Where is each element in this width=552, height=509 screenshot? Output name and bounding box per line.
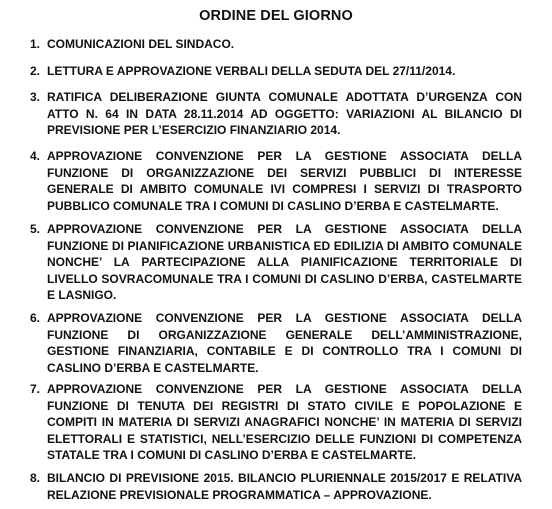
agenda-item-number: 7. — [30, 382, 41, 396]
agenda-item — [30, 89, 522, 139]
agenda-item — [30, 36, 522, 53]
agenda-item-number: 5. — [30, 222, 41, 236]
agenda-item-text: RATIFICA DELIBERAZIONE GIUNTA COMUNALE ADOTTATA D’URGENZA CON ATTO N. 64 IN DATA 28.11.2014 AD OGGETTO: VARIAZIONI AL BILANCIO DI PREVISIONE PER L’ESERCIZIO FINANZIARIO 2014. — [47, 90, 522, 137]
agenda-item — [30, 310, 522, 376]
agenda-item — [30, 221, 522, 304]
agenda-item-text: APPROVAZIONE CONVENZIONE PER LA GESTIONE ASSOCIATA DELLA FUNZIONE DI TENUTA DEI REGISTRI DI STATO CIVILE E POPOLAZIONE E COMPITI IN MATERIA DI SERVIZI ANAGRAFICI NONCHE’ IN MATERIA DI SERVIZI ELETTORALI E STATISTICI, NELL’ESERCIZIO DELLE FUNZIONI DI COMPETENZA STATALE TRA I COMUNI DI CASLINO D’ERBA E CASTELMARTE. — [47, 382, 522, 462]
agenda-item — [30, 470, 522, 503]
agenda-item-number: 8. — [30, 471, 41, 485]
agenda-item-number: 3. — [30, 90, 41, 104]
agenda-item-text: LETTURA E APPROVAZIONE VERBALI DELLA SEDUTA DEL 27/11/2014. — [47, 64, 456, 78]
agenda-item-number: 2. — [30, 64, 41, 78]
agenda-item-text: APPROVAZIONE CONVENZIONE PER LA GESTIONE ASSOCIATA DELLA FUNZIONE DI ORGANIZZAZIONE GENERALE DELL’AMMINISTRAZIONE, GESTIONE FINANZIARIA, CONTABILE E DI CONTROLLO TRA I COMUNI DI CASLINO D’ERBA E CASTELMARTE. — [47, 311, 522, 375]
agenda-item-text: APPROVAZIONE CONVENZIONE PER LA GESTIONE ASSOCIATA DELLA FUNZIONE DI ORGANIZZAZIONE DEI SERVIZI PUBBLICI DI INTERESSE GENERALE DI AMBITO COMUNALE IVI COMPRESI I SERVIZI DI TRASPORTO PUBBLICO COMUNALE TRA I COMUNI DI CASLINO D’ERBA E CASTELMARTE. — [47, 149, 522, 213]
agenda-item — [30, 63, 522, 80]
document-title: ORDINE DEL GIORNO — [199, 8, 353, 24]
agenda-item-number: 1. — [30, 37, 41, 51]
agenda-item-text: APPROVAZIONE CONVENZIONE PER LA GESTIONE ASSOCIATA DELLA FUNZIONE DI PIANIFICAZIONE URBANISTICA ED EDILIZIA DI AMBITO COMUNALE NONCHE’ LA PARTECIPAZIONE ALLA PIANIFICAZIONE TERRITORIALE DI LIVELLO SOVRACOMUNALE TRA I COMUNI DI CASLINO D’ERBA, CASTELMARTE E LASNIGO. — [47, 222, 522, 302]
agenda-item-text: BILANCIO DI PREVISIONE 2015. BILANCIO PLURIENNALE 2015/2017 E RELATIVA RELAZIONE PREVISIONALE PROGRAMMATICA – APPROVAZIONE. — [47, 471, 522, 502]
agenda-item-number: 4. — [30, 149, 41, 163]
agenda-item-text: COMUNICAZIONI DEL SINDACO. — [47, 37, 235, 51]
agenda-item-number: 6. — [30, 311, 41, 325]
agenda-item — [30, 381, 522, 464]
agenda-item — [30, 148, 522, 214]
